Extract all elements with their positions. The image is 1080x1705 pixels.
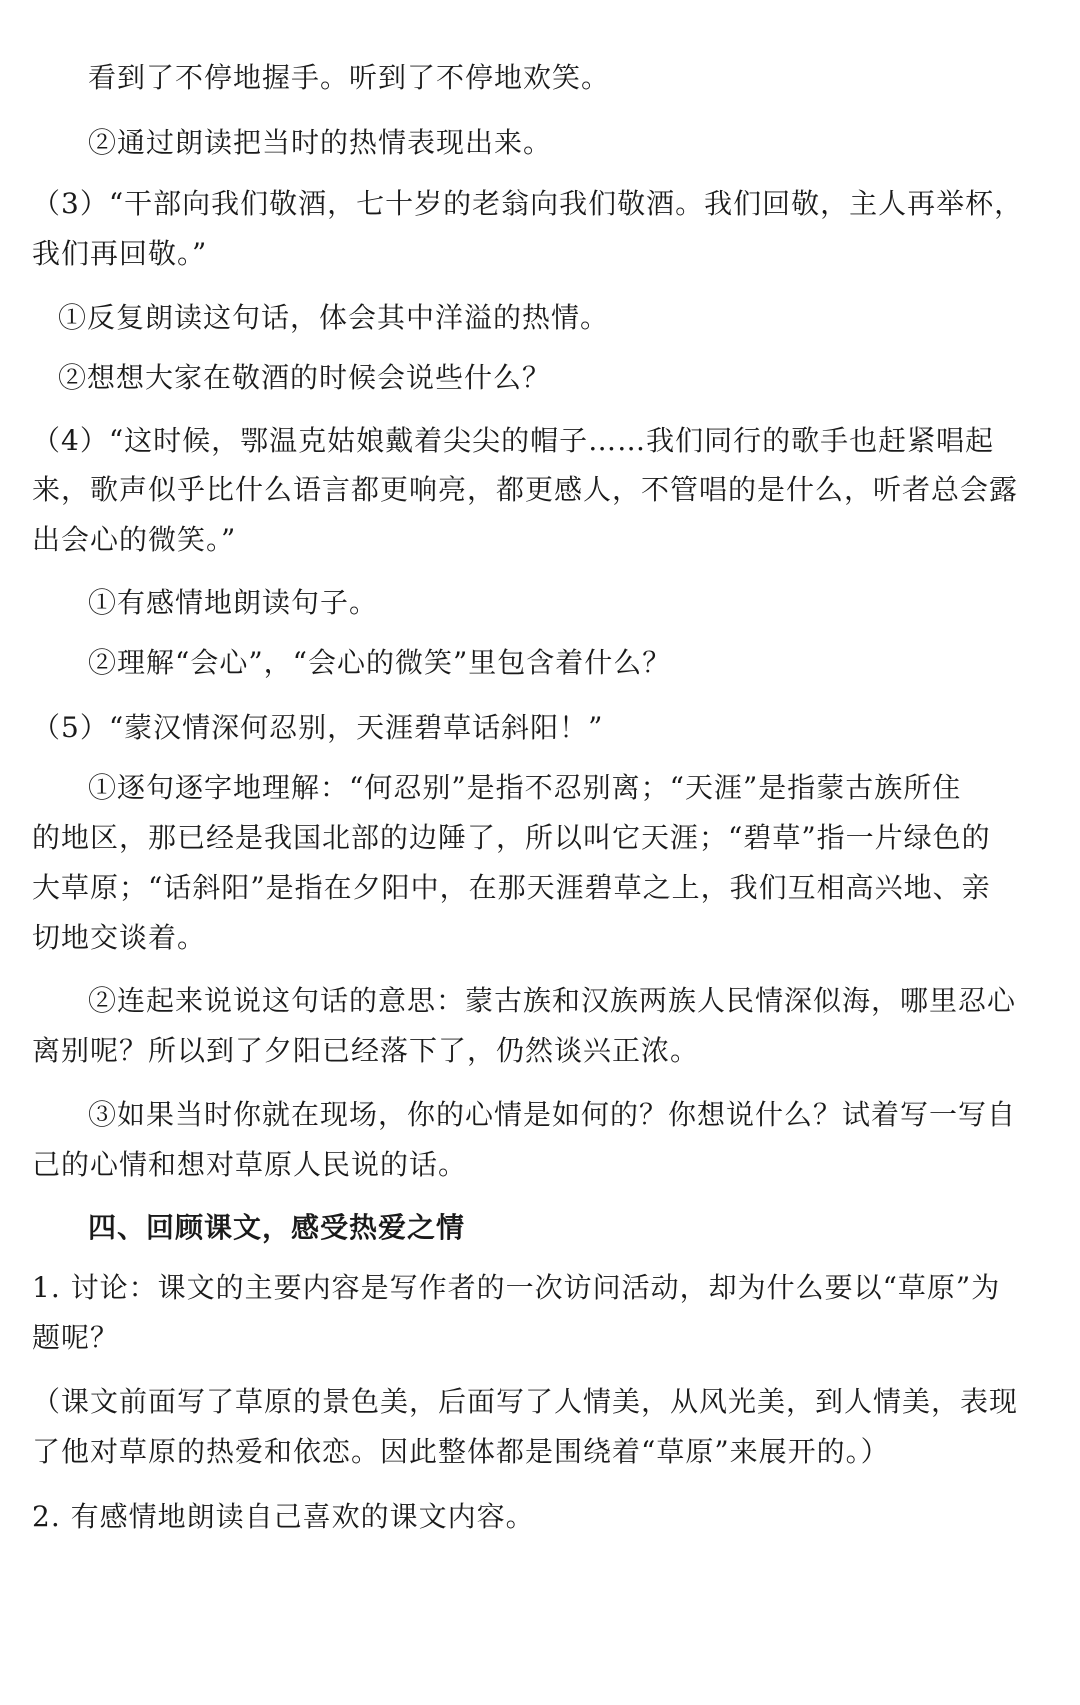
- text-line-5: ①反复朗读这句话，体会其中洋溢的热情。: [58, 301, 610, 334]
- text-line-25: 了他对草原的热爱和依恋。因此整体都是围绕着“草原”来展开的。）: [32, 1435, 890, 1468]
- text-line-15: 大草原；“话斜阳”是指在夕阳中，在那天涯碧草之上，我们互相高兴地、亲: [32, 871, 991, 904]
- text-line-2: ②通过朗读把当时的热情表现出来。: [88, 126, 553, 159]
- text-line-10: ①有感情地朗读句子。: [88, 586, 379, 619]
- text-line-7: （4）“这时候，鄂温克姑娘戴着尖尖的帽子……我们同行的歌手也赶紧唱起: [32, 424, 995, 457]
- text-line-20: 己的心情和想对草原人民说的话。: [32, 1148, 468, 1181]
- text-line-1: 看到了不停地握手。听到了不停地欢笑。: [88, 61, 611, 94]
- text-line-3: （3）“干部向我们敬酒，七十岁的老翁向我们敬酒。我们回敬，主人再举杯，: [32, 187, 1024, 220]
- text-line-8: 来，歌声似乎比什么语言都更响亮，都更感人，不管唱的是什么，听者总会露: [32, 473, 1019, 506]
- text-line-4: 我们再回敬。”: [32, 237, 208, 270]
- text-line-23: 题呢？: [32, 1321, 120, 1354]
- text-line-11: ②理解“会心”，“会心的微笑”里包含着什么？: [88, 646, 672, 679]
- text-line-6: ②想想大家在敬酒的时候会说些什么？: [58, 361, 552, 394]
- text-line-17: ②连起来说说这句话的意思：蒙古族和汉族两族人民情深似海，哪里忍心: [88, 984, 1017, 1017]
- text-line-9: 出会心的微笑。”: [32, 523, 237, 556]
- text-line-14: 的地区，那已经是我国北部的边陲了，所以叫它天涯；“碧草”指一片绿色的: [32, 821, 991, 854]
- text-line-16: 切地交谈着。: [32, 921, 207, 954]
- text-line-19: ③如果当时你就在现场，你的心情是如何的？你想说什么？试着写一写自: [88, 1098, 1017, 1131]
- text-line-24: （课文前面写了草原的景色美，后面写了人情美，从风光美，到人情美，表现: [32, 1385, 1019, 1418]
- text-line-13: ①逐句逐字地理解：“何忍别”是指不忍别离；“天涯”是指蒙古族所住: [88, 771, 962, 804]
- section-heading: 四、回顾课文，感受热爱之情: [88, 1211, 466, 1244]
- text-line-18: 离别呢？所以到了夕阳已经落下了，仍然谈兴正浓。: [32, 1034, 700, 1067]
- text-line-12: （5）“蒙汉情深何忍别，天涯碧草话斜阳！”: [32, 711, 604, 744]
- text-line-26: 2. 有感情地朗读自己喜欢的课文内容。: [32, 1500, 535, 1533]
- text-line-22: 1. 讨论：课文的主要内容是写作者的一次访问活动，却为什么要以“草原”为: [32, 1271, 1001, 1304]
